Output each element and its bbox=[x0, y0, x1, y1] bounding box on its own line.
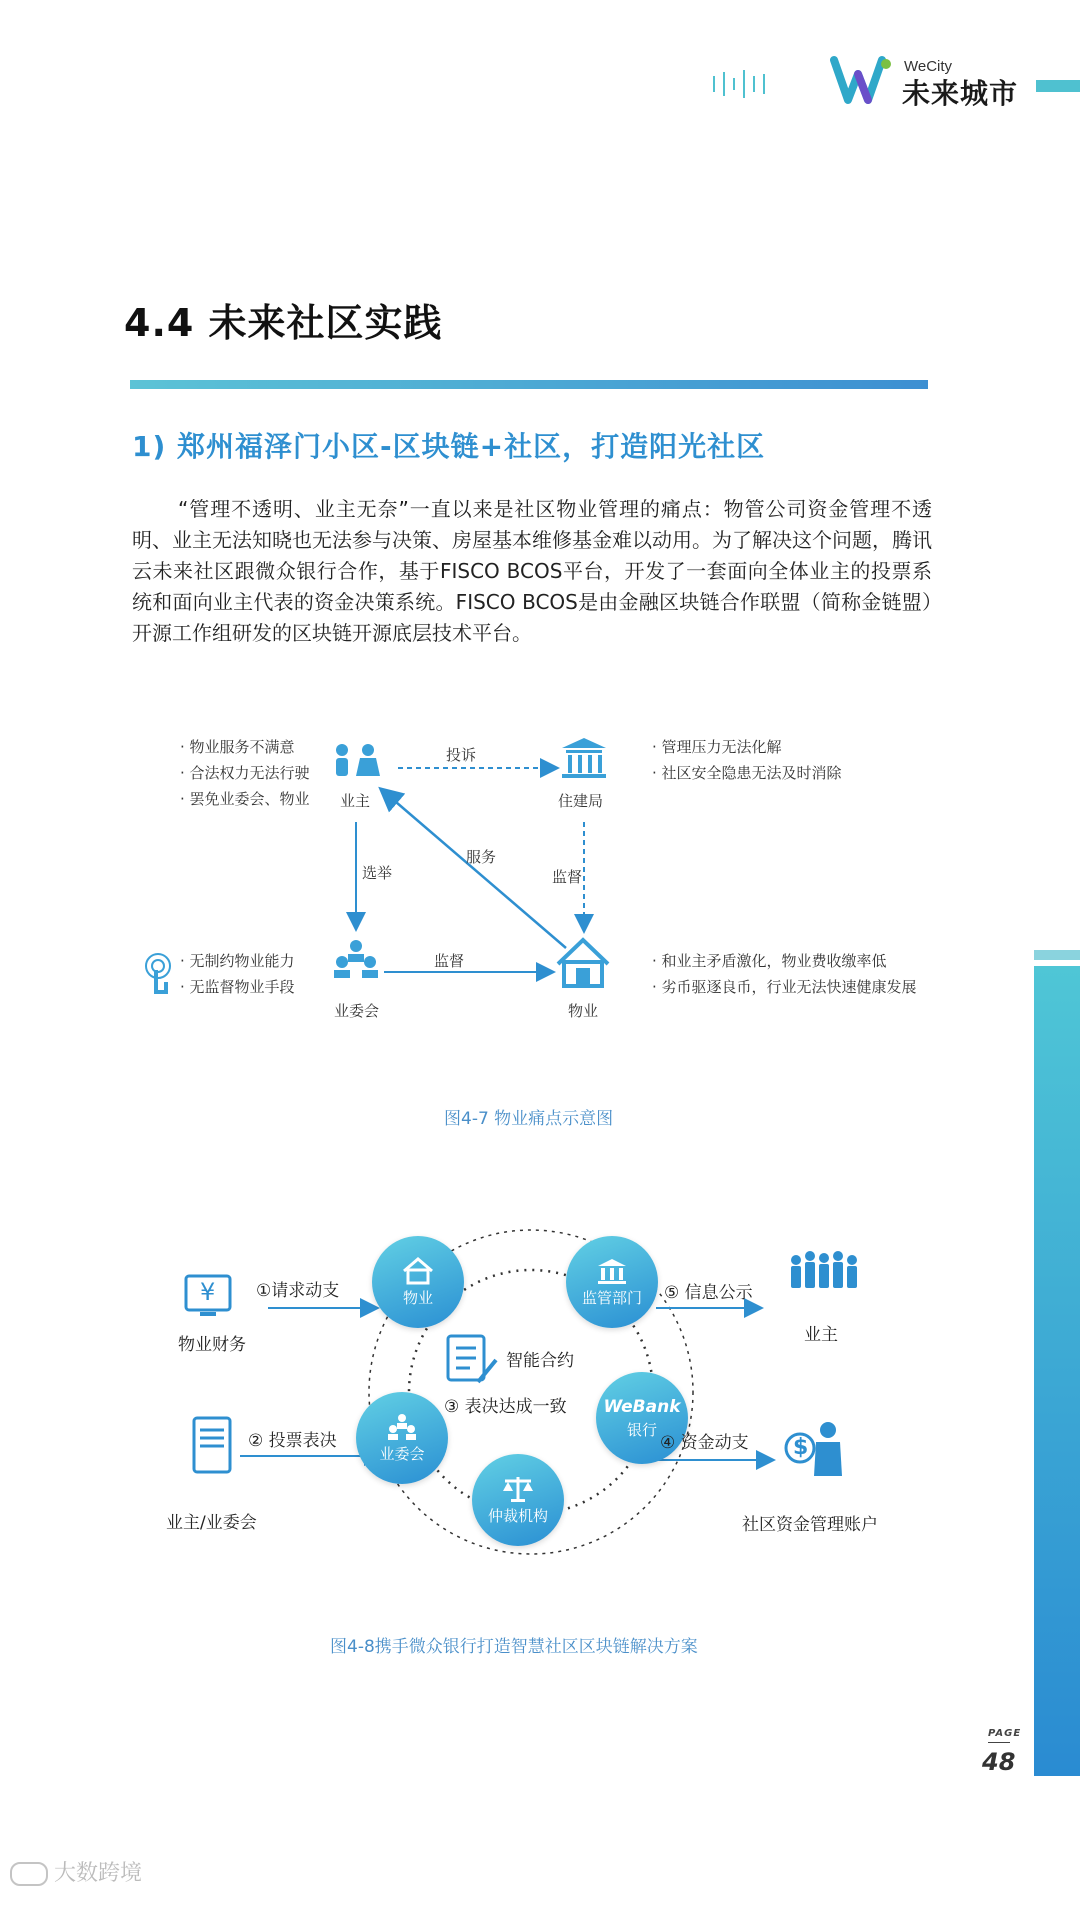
owners-crowd-icon bbox=[791, 1251, 857, 1288]
bureau-building-icon bbox=[562, 738, 606, 778]
circle-arbitration bbox=[472, 1454, 564, 1546]
side-accent-bar bbox=[1034, 966, 1080, 1776]
circle-committee-label: 业委会 bbox=[379, 1444, 425, 1463]
owner-note-1: · 物业服务不满意 bbox=[180, 738, 295, 756]
side-accent-bar-top bbox=[1034, 950, 1080, 960]
page-rule bbox=[988, 1742, 1010, 1743]
body-paragraph: “管理不透明、业主无奈”一直以来是社区物业管理的痛点：物管公司资金管理不透明、业主无法知晓也无法参与决策、房屋基本维修基金难以动用。为了解决这个问题，腾讯云未来社区跟微众银行合作，基于FISCO BCOS平台，开发了一套面向全体业主的投票系统和面向业主代表的资金决策系统。FISCO BCOS是由金融区块链合作联盟（简称金链盟）开源工作组研发的区块链开源底层技术平台。 bbox=[132, 497, 932, 645]
figure1-diagram bbox=[0, 700, 1080, 1030]
touch-hand-icon bbox=[146, 954, 170, 992]
title-rule bbox=[130, 380, 928, 389]
center-smart-contract: 智能合约 bbox=[506, 1351, 574, 1371]
edge-service: 服务 bbox=[466, 848, 497, 866]
header-decoration-lines bbox=[712, 70, 792, 98]
figure2-caption: 图4-8携手微众银行打造智慧社区区块链解决方案 bbox=[330, 1637, 698, 1657]
edge-supervise-bottom: 监督 bbox=[434, 952, 465, 970]
node-bureau: 住建局 bbox=[558, 792, 604, 810]
logo-title: 未来城市 bbox=[902, 77, 1019, 110]
house-icon bbox=[401, 1257, 435, 1285]
label-property-finance: 物业财务 bbox=[178, 1335, 246, 1355]
smart-contract-icon bbox=[448, 1336, 496, 1382]
government-building-icon bbox=[595, 1257, 629, 1285]
owner-people-icon bbox=[336, 744, 380, 776]
logo-small-text: WeCity bbox=[904, 58, 953, 75]
bureau-note-2: · 社区安全隐患无法及时消除 bbox=[652, 764, 842, 782]
wecity-logo-icon bbox=[830, 54, 900, 106]
label-owners: 业主 bbox=[804, 1325, 838, 1345]
node-committee: 业委会 bbox=[334, 1002, 380, 1020]
section-title: 4.4 未来社区实践 bbox=[124, 301, 443, 345]
property-note-1: · 和业主矛盾激化，物业费收缴率低 bbox=[652, 952, 887, 970]
sub-title: 1) 郑州福泽门小区-区块链+社区，打造阳光社区 bbox=[132, 430, 766, 463]
circle-regulator bbox=[566, 1236, 658, 1328]
label-owner-committee: 业主/业委会 bbox=[166, 1513, 257, 1533]
corner-accent-bar bbox=[1036, 80, 1080, 92]
circle-property-label: 物业 bbox=[402, 1288, 433, 1307]
watermark bbox=[10, 1856, 142, 1887]
figure1-caption: 图4-7 物业痛点示意图 bbox=[444, 1109, 614, 1129]
step-5: ⑤ 信息公示 bbox=[664, 1283, 753, 1303]
circle-bank-label: 银行 bbox=[626, 1420, 657, 1439]
group-icon bbox=[385, 1413, 419, 1441]
edge-supervise-right: 监督 bbox=[552, 868, 583, 886]
property-note-2: · 劣币驱逐良币，行业无法快速健康发展 bbox=[652, 978, 917, 996]
step-3: ③ 表决达成一致 bbox=[444, 1397, 567, 1417]
label-community-account: 社区资金管理账户 bbox=[742, 1515, 878, 1535]
owner-note-2: · 合法权力无法行驶 bbox=[180, 764, 310, 782]
owner-note-3: · 罢免业委会、物业 bbox=[180, 790, 310, 808]
circle-arbitration-label: 仲裁机构 bbox=[487, 1506, 548, 1525]
circle-committee bbox=[356, 1392, 448, 1484]
voting-box-icon bbox=[194, 1418, 230, 1472]
node-property: 物业 bbox=[568, 1002, 599, 1020]
edge-elect: 选举 bbox=[362, 864, 393, 882]
watermark-text: 大数跨境 bbox=[54, 1861, 143, 1886]
webank-logo: WeBank bbox=[603, 1396, 681, 1417]
committee-note-2: · 无监督物业手段 bbox=[180, 978, 295, 996]
dollar-symbol: $ bbox=[793, 1435, 809, 1460]
step-1: ①请求动支 bbox=[256, 1281, 340, 1301]
step-2: ② 投票表决 bbox=[248, 1431, 337, 1451]
node-owner: 业主 bbox=[340, 792, 371, 810]
scales-icon bbox=[501, 1475, 535, 1503]
page-label: PAGE bbox=[988, 1728, 1022, 1739]
edge-complaint: 投诉 bbox=[446, 746, 477, 764]
circle-regulator-label: 监管部门 bbox=[581, 1288, 642, 1307]
watermark-logo-icon bbox=[10, 1862, 48, 1886]
page-number: 48 bbox=[982, 1748, 1016, 1776]
committee-group-icon bbox=[334, 940, 378, 978]
committee-note-1: · 无制约物业能力 bbox=[180, 952, 295, 970]
bureau-note-1: · 管理压力无法化解 bbox=[652, 738, 782, 756]
yen-symbol: ¥ bbox=[200, 1278, 216, 1306]
circle-property bbox=[372, 1236, 464, 1328]
step-4: ④ 资金动支 bbox=[660, 1433, 749, 1453]
